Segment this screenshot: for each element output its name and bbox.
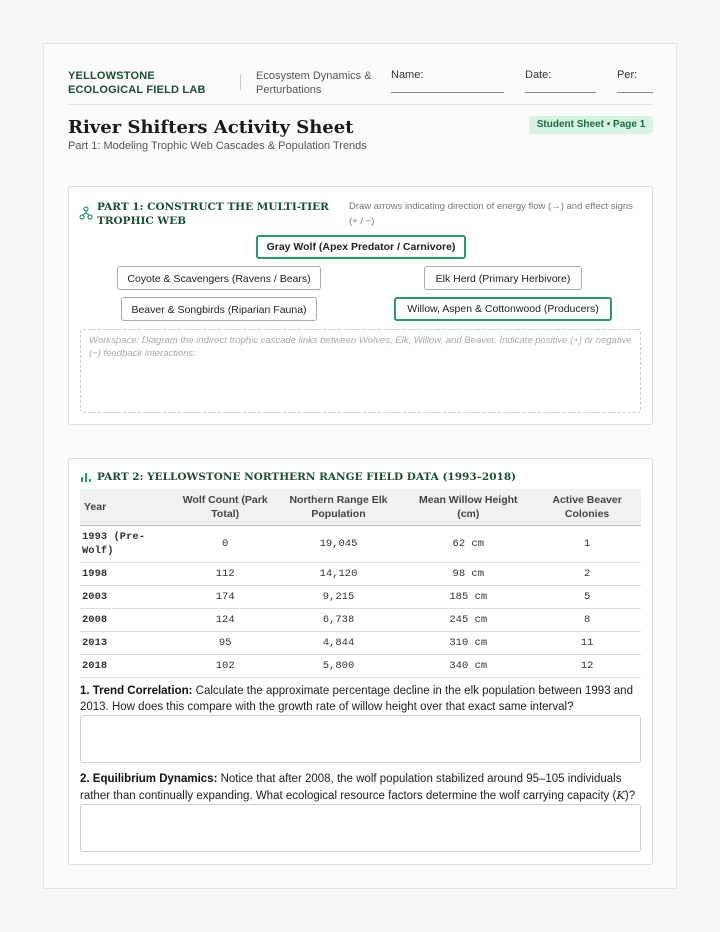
node-coyote-scavengers[interactable]: Coyote & Scavengers (Ravens / Bears)	[117, 266, 321, 290]
cell-wolf: 102	[177, 655, 274, 678]
cell-beaver: 11	[533, 632, 641, 655]
col-wolf-count: Wolf Count (Park Total)	[177, 489, 274, 526]
cell-beaver: 2	[533, 563, 641, 586]
part2-card	[68, 458, 653, 865]
carrying-capacity-symbol: K	[616, 788, 625, 802]
date-field[interactable]	[525, 69, 551, 81]
answer-box-1[interactable]	[80, 715, 641, 763]
cell-year: 2013	[80, 632, 177, 655]
cell-wolf: 174	[177, 586, 274, 609]
field-data-table	[80, 489, 641, 678]
date-label: Date:	[525, 69, 552, 81]
page-subtitle: Part 1: Modeling Trophic Web Cascades & Population Trends	[68, 140, 367, 152]
brand	[68, 69, 206, 97]
part1-instructions: Draw arrows indicating direction of energy flow (→) and effect signs (+ / −)	[349, 201, 633, 227]
cell-willow: 310 cm	[403, 632, 533, 655]
part1-card	[68, 186, 653, 425]
col-elk-population: Northern Range Elk Population	[274, 489, 404, 526]
cell-willow: 185 cm	[403, 586, 533, 609]
col-beaver-colonies: Active Beaver Colonies	[533, 489, 641, 526]
cell-wolf: 95	[177, 632, 274, 655]
cell-willow: 62 cm	[403, 526, 533, 563]
question-2-text: Notice that after 2008, the wolf population stabilized around 95–105 individuals rather than continually expanding. What ecological resource factors determine the wolf carrying capacity (	[80, 773, 622, 802]
node-beaver-songbirds[interactable]: Beaver & Songbirds (Riparian Fauna)	[121, 297, 317, 321]
cell-year: 2008	[80, 609, 177, 632]
question-1	[80, 683, 645, 715]
cell-year: 1993 (Pre-Wolf)	[80, 526, 177, 563]
cell-elk: 4,844	[274, 632, 404, 655]
header-divider	[240, 74, 241, 90]
part2-title: PART 2: YELLOWSTONE NORTHERN RANGE FIELD DATA (1993–2018)	[97, 471, 517, 483]
period-label: Per:	[617, 69, 638, 81]
table-header-row	[80, 489, 641, 526]
answer-box-2[interactable]	[80, 804, 641, 852]
cell-wolf: 0	[177, 526, 274, 563]
table-row	[80, 526, 641, 563]
cell-year: 1998	[80, 563, 177, 586]
cell-willow: 245 cm	[403, 609, 533, 632]
cell-beaver: 8	[533, 609, 641, 632]
table-row	[80, 655, 641, 678]
cell-beaver: 1	[533, 526, 641, 563]
name-line	[391, 92, 504, 93]
course-title	[256, 69, 372, 97]
header-rule	[68, 104, 653, 105]
activity-sheet	[43, 43, 677, 889]
brand-line-2: ECOLOGICAL FIELD LAB	[68, 84, 206, 96]
col-willow-height: Mean Willow Height (cm)	[403, 489, 533, 526]
question-1-text: Calculate the approximate percentage decline in the elk population between 1993 and 2013. How does this compare with the growth rate of willow height over that exact same interval?	[80, 685, 633, 713]
name-label: Name:	[391, 69, 424, 81]
question-2-label: 2. Equilibrium Dynamics:	[80, 773, 218, 785]
question-2-end: )?	[624, 790, 636, 802]
cell-wolf: 124	[177, 609, 274, 632]
table-row	[80, 632, 641, 655]
cell-elk: 5,800	[274, 655, 404, 678]
col-year: Year	[80, 489, 177, 526]
cell-beaver: 12	[533, 655, 641, 678]
workspace-area[interactable]: Workspace: Diagram the indirect trophic cascade links between Wolves, Elk, Willow, and Beaver. Indicate positive (+) or negative (−) feedback interactions:	[80, 329, 641, 413]
page-badge: Student Sheet • Page 1	[529, 116, 653, 134]
cell-elk: 14,120	[274, 563, 404, 586]
node-elk-herd[interactable]: Elk Herd (Primary Herbivore)	[424, 266, 582, 290]
date-line	[525, 92, 596, 93]
table-row	[80, 609, 641, 632]
part1-title: PART 1: CONSTRUCT THE MULTI-TIER TROPHIC WEB	[97, 201, 329, 227]
cell-year: 2003	[80, 586, 177, 609]
node-gray-wolf[interactable]: Gray Wolf (Apex Predator / Carnivore)	[256, 235, 466, 259]
cell-elk: 9,215	[274, 586, 404, 609]
period-field[interactable]	[617, 69, 637, 81]
cell-elk: 6,738	[274, 609, 404, 632]
cell-year: 2018	[80, 655, 177, 678]
period-line	[617, 92, 653, 93]
cell-willow: 98 cm	[403, 563, 533, 586]
question-2	[80, 771, 645, 804]
question-1-label: 1. Trend Correlation:	[80, 685, 193, 697]
cell-willow: 340 cm	[403, 655, 533, 678]
name-field[interactable]	[391, 69, 423, 81]
table-row	[80, 563, 641, 586]
course-line-1: Ecosystem Dynamics &	[256, 70, 372, 82]
course-line-2: Perturbations	[256, 84, 322, 96]
cell-wolf: 112	[177, 563, 274, 586]
bar-chart-icon	[80, 471, 92, 483]
page-title: River Shifters Activity Sheet	[68, 117, 354, 138]
node-producers[interactable]: Willow, Aspen & Cottonwood (Producers)	[394, 297, 612, 321]
brand-line-1: YELLOWSTONE	[68, 70, 155, 82]
cell-elk: 19,045	[274, 526, 404, 563]
cell-beaver: 5	[533, 586, 641, 609]
table-row	[80, 586, 641, 609]
network-icon	[79, 206, 93, 220]
